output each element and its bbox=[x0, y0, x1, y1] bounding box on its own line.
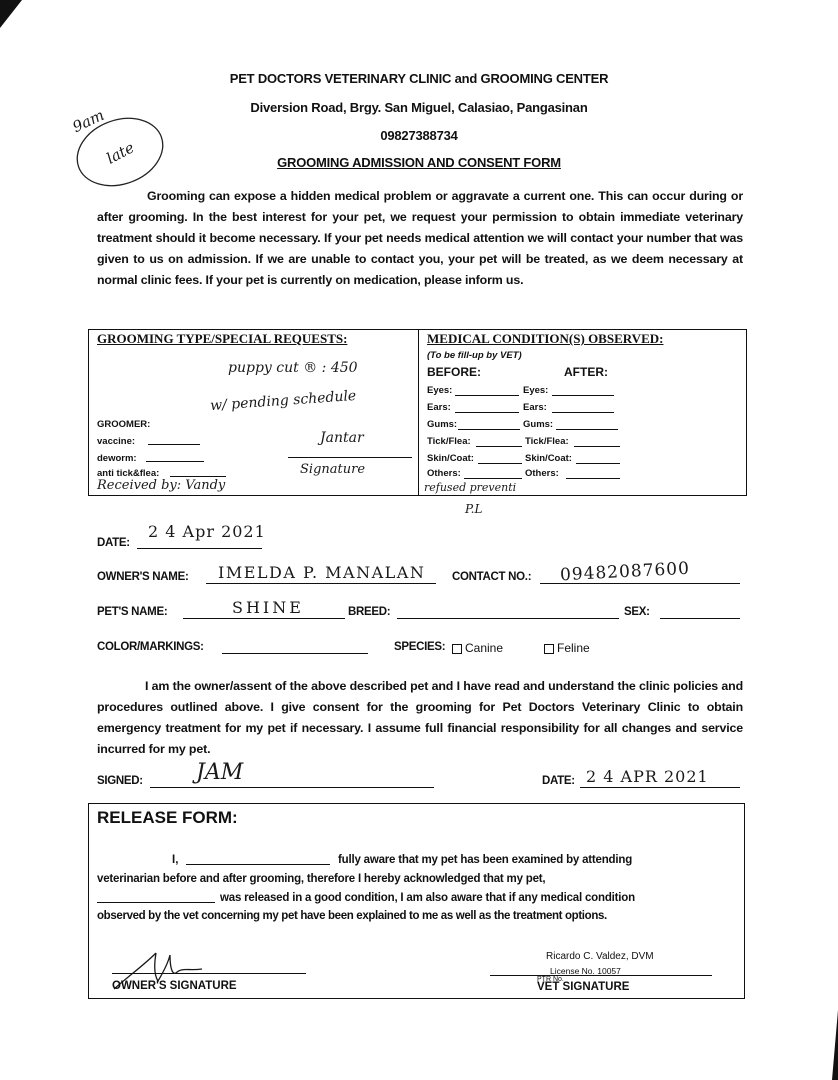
vet-initials: P.L bbox=[465, 502, 483, 516]
grooming-heading: GROOMING TYPE/SPECIAL REQUESTS: bbox=[97, 331, 348, 346]
received-by: Received by: Vandy bbox=[97, 478, 226, 493]
after-ears: Ears: bbox=[523, 402, 547, 413]
before-ears: Ears: bbox=[427, 402, 451, 413]
clinic-name: PET DOCTORS VETERINARY CLINIC and GROOMING CENTER bbox=[229, 71, 609, 86]
before-others: Others: bbox=[427, 468, 461, 479]
late-stamp bbox=[62, 105, 172, 188]
after-skin: Skin/Coat: bbox=[525, 453, 572, 464]
clinic-phone: 09827388734 bbox=[380, 128, 458, 143]
contact-label: CONTACT NO.: bbox=[452, 571, 532, 583]
after-tick: Tick/Flea: bbox=[525, 436, 569, 447]
groomer-signature: Jantar bbox=[320, 430, 364, 446]
before-skin: Skin/Coat: bbox=[427, 453, 474, 464]
canine-option-label: Canine bbox=[465, 641, 504, 655]
stamp-note: late bbox=[103, 138, 138, 168]
species-label: SPECIES: bbox=[394, 641, 446, 653]
deworm-label: deworm: bbox=[97, 453, 137, 464]
date-value: 2 4 Apr 2021 bbox=[148, 522, 266, 541]
signed-date-value: 2 4 APR 2021 bbox=[586, 767, 709, 786]
medical-heading: MEDICAL CONDITION(S) OBSERVED: bbox=[427, 331, 664, 346]
box-divider bbox=[418, 329, 419, 496]
after-eyes: Eyes: bbox=[523, 385, 549, 396]
signed-label: SIGNED: bbox=[97, 775, 143, 787]
owner-name-value: IMELDA P. MANALAN bbox=[218, 563, 426, 582]
breed-label: BREED: bbox=[348, 606, 391, 618]
feline-checkbox[interactable] bbox=[544, 644, 554, 654]
pet-name-label: PET'S NAME: bbox=[97, 606, 168, 618]
scan-corner-mark bbox=[0, 0, 40, 40]
clinic-address: Diversion Road, Brgy. San Miguel, Calasiao, Pangasinan bbox=[250, 100, 588, 115]
after-label: AFTER: bbox=[564, 365, 608, 379]
signed-date-label: DATE: bbox=[542, 775, 575, 787]
owner-name-label: OWNER'S NAME: bbox=[97, 571, 189, 583]
owner-signature: JAM bbox=[196, 760, 244, 785]
release-text4: observed by the vet concerning my pet have been explained to me as well as the treatment options. bbox=[97, 910, 607, 922]
release-i-label: I, bbox=[172, 854, 179, 866]
sex-label: SEX: bbox=[624, 606, 650, 618]
vet-name: Ricardo C. Valdez, DVM bbox=[546, 951, 654, 962]
before-tick: Tick/Flea: bbox=[427, 436, 471, 447]
grooming-request-line1: puppy cut ® : 450 bbox=[228, 360, 358, 376]
signature-label: Signature bbox=[300, 462, 366, 477]
date-label: DATE: bbox=[97, 537, 130, 549]
grooming-request-line2: w/ pending schedule bbox=[209, 387, 357, 415]
medical-handwritten-note: refused preventi bbox=[424, 481, 517, 494]
scan-edge-mark bbox=[826, 1010, 838, 1080]
vaccine-label: vaccine: bbox=[97, 436, 136, 447]
contact-value: 09482087600 bbox=[559, 558, 691, 586]
release-text3: was released in a good condition, I am also aware that if any medical condition bbox=[220, 892, 635, 904]
pet-name-value: SHINE bbox=[232, 598, 304, 617]
intro-paragraph: Grooming can expose a hidden medical problem or aggravate a current one. This can occur during or after grooming. In the best interest for your pet, we request your permission to obtain immediate veterinary treatment should it become necessary. If your pet needs medical attention we will contact your number that was given to us on admission. If we are unable to contact you, your pet will be treated, as we deem necessary at normal clinic fees. If your pet is currently on medication, please inform us. bbox=[97, 189, 743, 287]
before-gums: Gums: bbox=[427, 419, 458, 430]
vet-ptr: PTR No. bbox=[537, 976, 564, 983]
after-gums: Gums: bbox=[523, 419, 554, 430]
before-eyes: Eyes: bbox=[427, 385, 453, 396]
form-title: GROOMING ADMISSION AND CONSENT FORM bbox=[277, 155, 561, 170]
release-heading: RELEASE FORM: bbox=[97, 808, 238, 827]
vet-license: License No. 10057 bbox=[550, 966, 621, 976]
release-text2: veterinarian before and after grooming, therefore I hereby acknowledged that my pet, bbox=[97, 873, 546, 885]
after-others: Others: bbox=[525, 468, 559, 479]
release-text1: fully aware that my pet has been examined by attending bbox=[338, 854, 633, 866]
vet-signature-label: VET SIGNATURE bbox=[537, 981, 630, 993]
before-label: BEFORE: bbox=[427, 365, 481, 379]
feline-option-label: Feline bbox=[557, 641, 590, 655]
canine-checkbox[interactable] bbox=[452, 644, 462, 654]
consent-paragraph: I am the owner/assent of the above described pet and I have read and understand the clinic policies and procedures outlined above. I give consent for the grooming for Pet Doctors Veterinary Clinic to obtain emergency treatment for my pet if necessary. I assume full financial responsibility for all changes and service incurred for my pet. bbox=[97, 679, 743, 756]
owner-signature-label: OWNER'S SIGNATURE bbox=[112, 980, 237, 992]
medical-subheading: (To be fill-up by VET) bbox=[427, 350, 522, 361]
stamp-time: 9am bbox=[69, 105, 107, 137]
groomer-label: GROOMER: bbox=[97, 419, 151, 430]
anti-tick-label: anti tick&flea: bbox=[97, 468, 160, 479]
color-markings-label: COLOR/MARKINGS: bbox=[97, 641, 204, 653]
